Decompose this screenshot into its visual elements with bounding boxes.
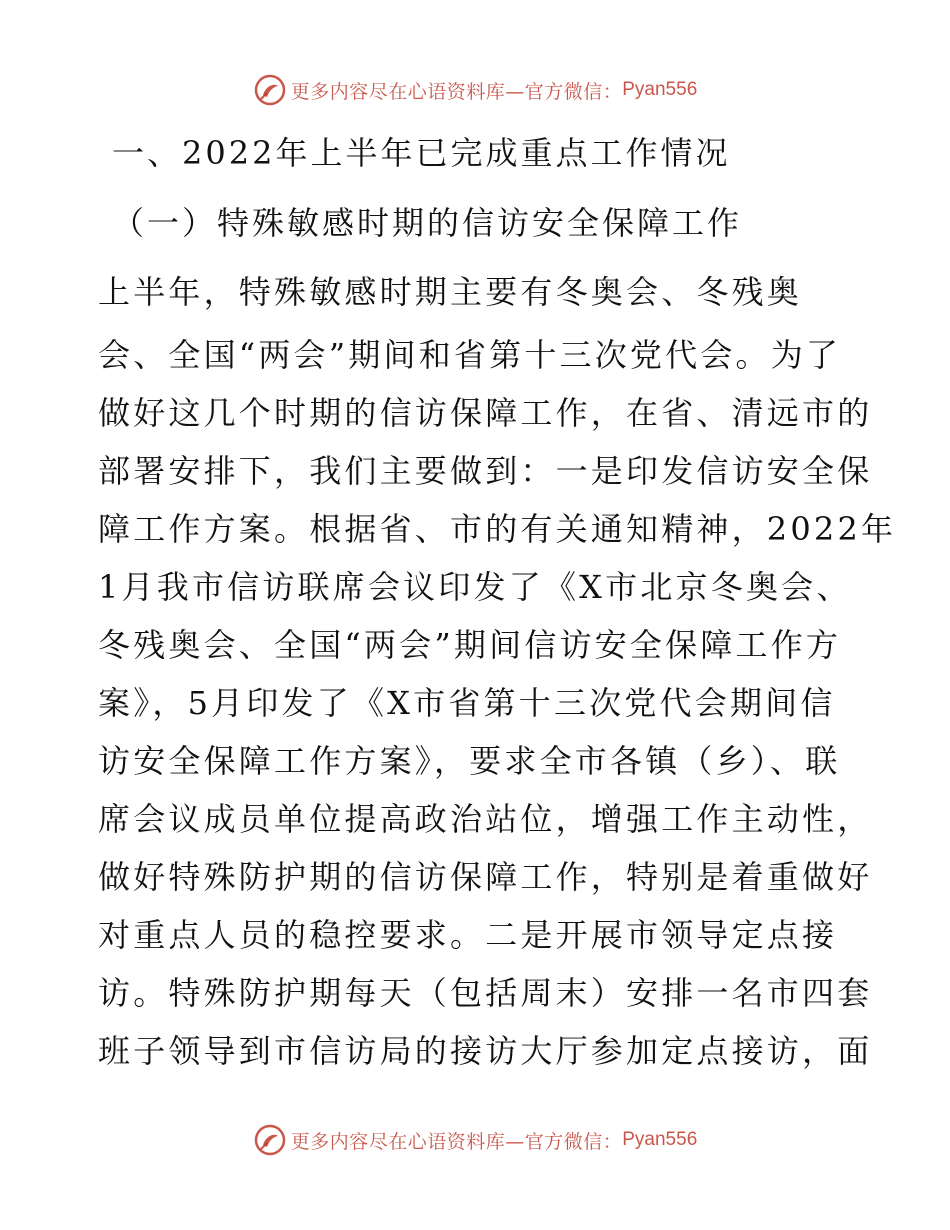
watermark-banner-bottom	[0, 1120, 950, 1160]
paragraph-line: 上半年，特殊敏感时期主要有冬奥会、冬残奥	[98, 273, 803, 311]
paragraph-line: 访安全保障工作方案》，要求全市各镇（乡）、联	[98, 742, 841, 780]
paragraph-line: 部署安排下，我们主要做到：一是印发信访安全保	[98, 452, 873, 490]
watermark-wechat-id: Pyan556	[622, 1129, 698, 1150]
watermark-wechat-id: Pyan556	[622, 79, 698, 100]
paragraph-line: 做好特殊防护期的信访保障工作，特别是着重做好	[98, 858, 873, 896]
paragraph-line: 对重点人员的稳控要求。二是开展市领导定点接	[98, 916, 838, 954]
watermark-banner-top	[0, 70, 950, 110]
paragraph-line: 1月我市信访联席会议印发了《X市北京冬奥会、	[98, 568, 852, 606]
paragraph-line: 会、全国“两会”期间和省第十三次党代会。为了	[98, 336, 842, 374]
logo-icon	[253, 1123, 287, 1157]
paragraph-line: 席会议成员单位提高政治站位，增强工作主动性，	[98, 800, 873, 838]
paragraph-line: 冬残奥会、全国“两会”期间信访安全保障工作方	[98, 626, 842, 664]
watermark-text: 更多内容尽在心语资料库—官方微信：	[290, 80, 623, 103]
subsection-heading: （一）特殊敏感时期的信访安全保障工作	[112, 204, 743, 242]
logo-icon	[253, 73, 287, 107]
paragraph-line: 班子领导到市信访局的接访大厅参加定点接访，面	[98, 1032, 873, 1070]
section-heading: 一、2022年上半年已完成重点工作情况	[112, 134, 731, 172]
paragraph-line: 案》，5月印发了《X市省第十三次党代会期间信	[98, 684, 836, 722]
paragraph-line: 障工作方案。根据省、市的有关通知精神，2022年	[98, 510, 897, 548]
paragraph-line: 做好这几个时期的信访保障工作，在省、清远市的	[98, 394, 873, 432]
watermark-text: 更多内容尽在心语资料库—官方微信：	[290, 1130, 623, 1153]
paragraph-line: 访。特殊防护期每天（包括周末）安排一名市四套	[98, 974, 873, 1012]
